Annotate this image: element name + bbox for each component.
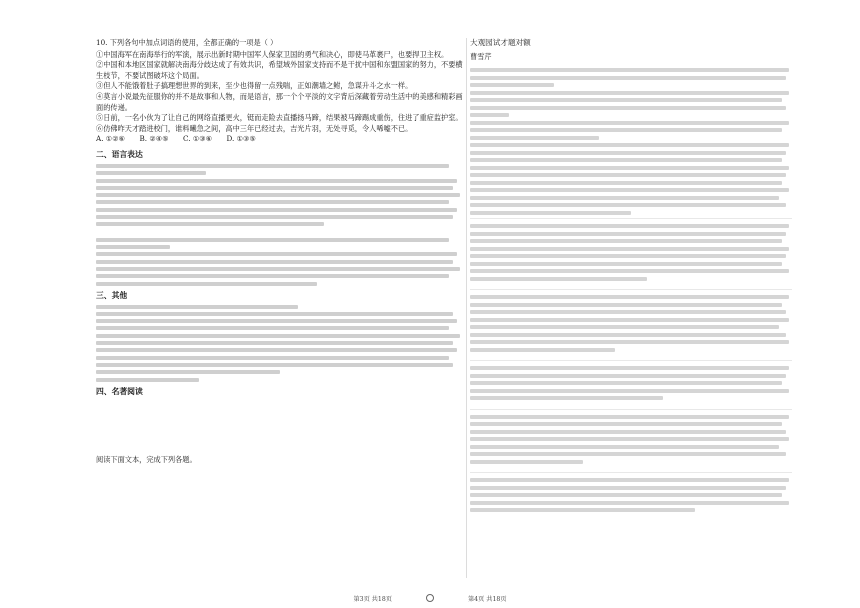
illegible-line [470, 295, 789, 299]
illegible-line [470, 239, 782, 243]
illegible-line [96, 319, 457, 323]
passage-body [470, 68, 792, 518]
illegible-line [96, 348, 457, 352]
illegible-line [470, 232, 786, 236]
illegible-line [96, 245, 170, 249]
passage-block [470, 360, 792, 406]
other-passage [96, 305, 464, 382]
q10-stem: 10. 下列各句中加点词语的使用，全都正确的一项是（ ） [96, 38, 278, 47]
illegible-line [470, 158, 782, 162]
illegible-line [470, 91, 789, 95]
right-page-number: 第4页 共18页 [468, 596, 507, 603]
illegible-line [96, 282, 317, 286]
illegible-line [470, 262, 782, 266]
q10-option-2: ②中国和本地区国家就解决南海分歧达成了有效共识，希望域外国家支持而不是干扰中国和东盟国家的努力，不要横生枝节，不要试图破坏这个局面。 [96, 60, 463, 80]
q10-choices: A. ①②⑥ B. ②④⑤ C. ①③⑥ D. ①③⑤ [96, 134, 256, 144]
illegible-line [96, 238, 449, 242]
illegible-line [470, 211, 631, 215]
page-footer [0, 594, 860, 603]
q10-option-5: ⑤日前，一名小伙为了让自己的网络直播更火，铤而走险去直播扬马蹄，结果被马蹄踢成重伤，住进了重症监护室。 [96, 113, 463, 123]
illegible-line [470, 113, 509, 117]
illegible-line [470, 269, 789, 273]
left-page-number: 第3页 共18页 [353, 596, 392, 603]
language-passage-2 [96, 238, 464, 286]
passage-block [470, 409, 792, 470]
illegible-line [96, 179, 457, 183]
illegible-line [470, 121, 789, 125]
illegible-line [470, 389, 789, 393]
illegible-line [470, 493, 782, 497]
illegible-line [96, 171, 206, 175]
illegible-line [470, 478, 789, 482]
section-heading-classics: 四、名著阅读 [96, 386, 143, 396]
right-page [470, 38, 792, 518]
q10-option-6: ⑥仿佛昨天才踏进校门，谁料曦急之间，高中三年已经过去，吉光片羽，无处寻觅，令人唏嘘不已。 [96, 123, 413, 133]
illegible-line [470, 325, 779, 329]
illegible-line [470, 136, 599, 140]
illegible-line [470, 333, 786, 337]
illegible-line [470, 254, 786, 258]
illegible-line [470, 68, 789, 72]
illegible-line [96, 186, 453, 190]
illegible-line [96, 334, 460, 338]
illegible-line [96, 164, 449, 168]
illegible-line [470, 188, 789, 192]
illegible-line [96, 341, 453, 345]
illegible-line [470, 166, 789, 170]
illegible-line [470, 452, 786, 456]
illegible-line [470, 83, 554, 87]
illegible-line [470, 396, 663, 400]
illegible-line [470, 277, 647, 281]
illegible-line [470, 303, 782, 307]
passage-block [470, 218, 792, 286]
illegible-line [470, 310, 786, 314]
illegible-line [96, 260, 453, 264]
illegible-line [470, 437, 789, 441]
illegible-line [470, 340, 789, 344]
q10-option-4: ④莫言小说最先征服你的并不是故事和人物，而是语言，那一个个平淡的文字背后深藏着劳动生活中的美感和精彩画面的传递。 [96, 91, 463, 112]
illegible-line [96, 252, 457, 256]
illegible-line [470, 445, 779, 449]
illegible-line [96, 200, 449, 204]
illegible-line [470, 98, 782, 102]
illegible-line [470, 374, 786, 378]
left-page [96, 38, 464, 465]
illegible-line [470, 128, 782, 132]
page-divider [466, 38, 467, 578]
illegible-line [470, 196, 779, 200]
illegible-line [470, 224, 789, 228]
section-heading-other: 三、其他 [96, 290, 128, 300]
language-passage-1 [96, 164, 464, 226]
illegible-line [96, 363, 453, 367]
illegible-line [470, 143, 789, 147]
illegible-line [96, 222, 324, 226]
passage-block [470, 472, 792, 518]
illegible-line [470, 151, 786, 155]
reading-instruction: 阅读下面文本，完成下列各题。 [96, 454, 197, 464]
illegible-line [96, 356, 449, 360]
illegible-line [470, 173, 786, 177]
illegible-line [470, 181, 782, 185]
illegible-line [470, 381, 782, 385]
illegible-line [96, 208, 457, 212]
illegible-line [96, 370, 280, 374]
illegible-line [470, 486, 786, 490]
illegible-line [470, 501, 789, 505]
illegible-line [470, 366, 789, 370]
passage-title: 大观园试才题对额 [470, 38, 531, 47]
illegible-line [96, 193, 460, 197]
illegible-line [470, 318, 789, 322]
illegible-line [470, 247, 789, 251]
illegible-line [470, 460, 583, 464]
q10-option-3: ③但人不能饿着肚子搞理想世界的到来，至少也得留一点残喘，正如潮墙之鲋，急谋升斗之水一样。 [96, 81, 413, 91]
section-heading-language: 二、语言表达 [96, 149, 143, 159]
illegible-line [470, 422, 782, 426]
q10-option-1: ①中国海军在南海举行的军演，展示出新时期中国军人保家卫国的勇气和决心，即使马革裹尸，也要捍卫主权。 [96, 49, 449, 59]
illegible-line [470, 203, 786, 207]
passage-author: 曹雪芹 [470, 52, 492, 61]
illegible-line [470, 106, 786, 110]
illegible-line [96, 312, 453, 316]
illegible-line [470, 430, 786, 434]
illegible-line [96, 274, 449, 278]
illegible-line [96, 305, 298, 309]
binding-hole-mark [426, 594, 434, 602]
illegible-line [96, 267, 460, 271]
illegible-line [96, 326, 449, 330]
illegible-line [96, 215, 453, 219]
illegible-line [470, 415, 789, 419]
illegible-line [470, 76, 786, 80]
passage-block [470, 289, 792, 357]
illegible-line [96, 378, 199, 382]
illegible-line [470, 348, 615, 352]
illegible-line [470, 508, 695, 512]
